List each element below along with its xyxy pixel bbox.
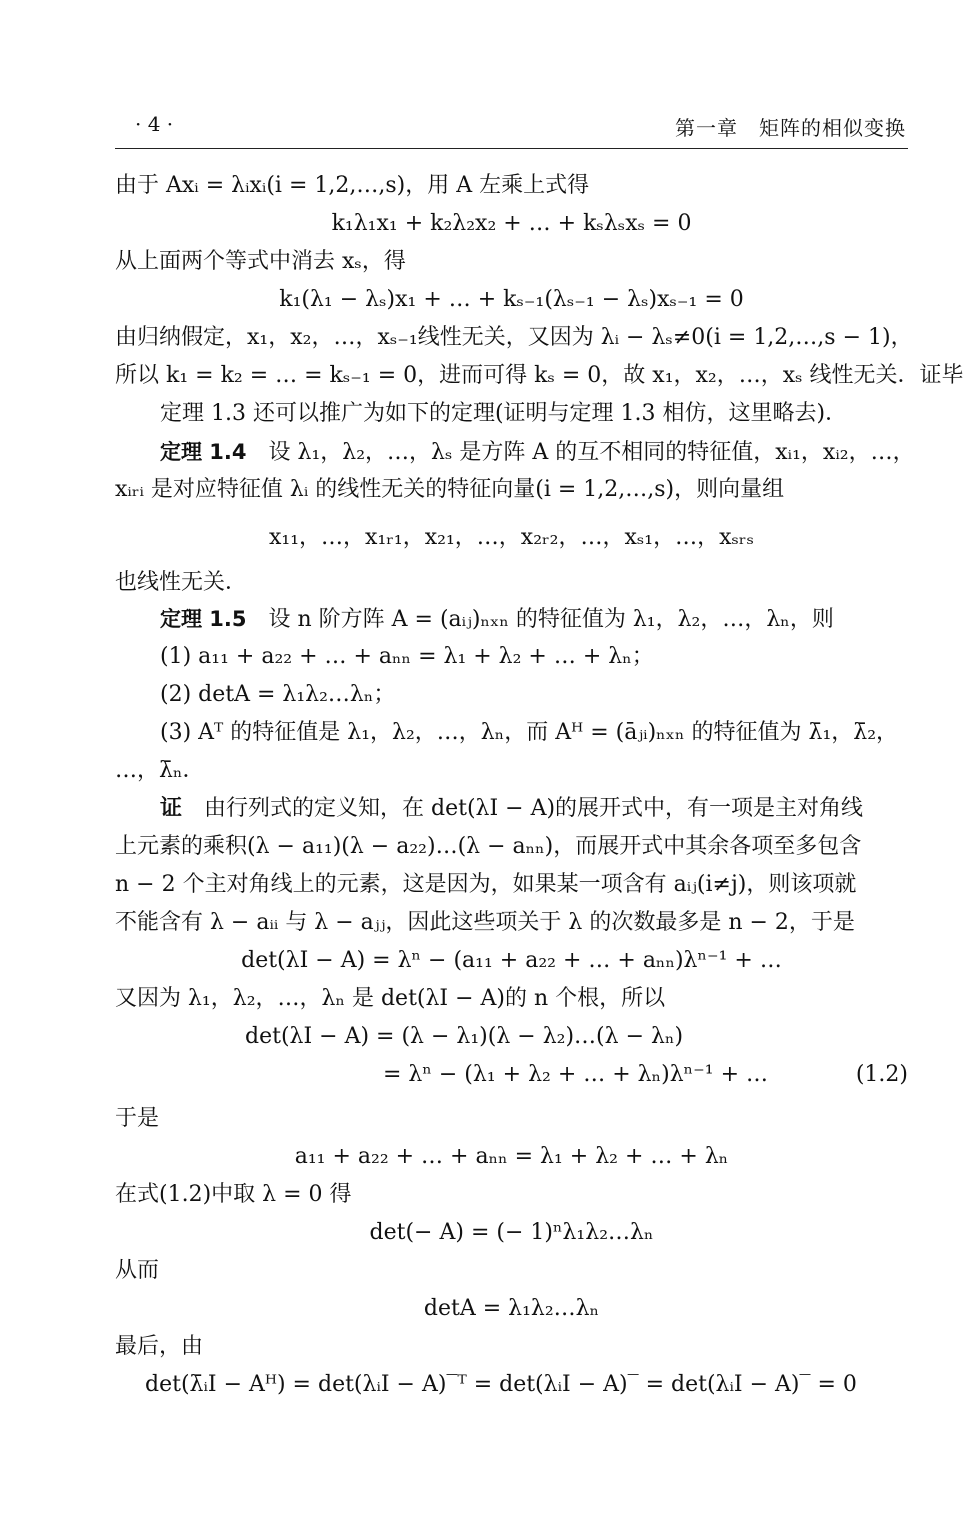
text-line: 又因为 λ₁，λ₂，…，λₙ 是 det(λI − A)的 n 个根，所以	[115, 986, 666, 1011]
equation: detA = λ₁λ₂…λₙ	[423, 1296, 600, 1321]
text-line: 由于 Axᵢ = λᵢxᵢ(i = 1,2,…,s)，用 A 左乘上式得	[115, 173, 590, 198]
proof-start	[160, 794, 908, 824]
equation: det(λI − A) = (λ − λ₁)(λ − λ₂)…(λ − λₙ)	[245, 1024, 684, 1049]
text-line: xᵢᵣᵢ 是对应特征值 λᵢ 的线性无关的特征向量(i = 1,2,…,s)，则向量组	[115, 477, 785, 502]
equation: det(λ̄ᵢI − Aᴴ) = det(λᵢI − A)‾ᵀ = det(λᵢI − A)‾ = det(λᵢI − A)‾ = 0	[145, 1372, 857, 1397]
theorem-1-5	[160, 604, 908, 635]
proof-text: 由行列式的定义知，在 det(λI − A)的展开式中，有一项是主对角线	[182, 796, 864, 821]
text-line: 于是	[115, 1106, 160, 1131]
equation: k₁λ₁x₁ + k₂λ₂x₂ + … + kₛλₛxₛ = 0	[331, 211, 692, 236]
proof-label: 证	[160, 796, 183, 821]
equation-number: (1.2)	[855, 1062, 908, 1087]
list-item: (3) Aᵀ 的特征值是 λ₁，λ₂，…，λₙ，而 Aᴴ = (āⱼᵢ)ₙₓₙ 的特征值为 λ̄₁，λ̄₂，	[160, 720, 899, 745]
theorem-text: 设 n 阶方阵 A = (aᵢⱼ)ₙₓₙ 的特征值为 λ₁，λ₂，…，λₙ，则	[246, 607, 834, 632]
text-line: 上元素的乘积(λ − a₁₁)(λ − a₂₂)…(λ − aₙₙ)，而展开式中其余各项至多包含	[115, 834, 862, 859]
theorem-label: 定理 1.5	[160, 607, 247, 631]
text-line: 从上面两个等式中消去 xₛ，得	[115, 249, 406, 274]
text-line: n − 2 个主对角线上的元素，这是因为，如果某一项含有 aᵢⱼ(i≠j)，则该项就	[115, 872, 857, 897]
text-line: 定理 1.3 还可以推广为如下的定理(证明与定理 1.3 相仿，这里略去)．	[160, 401, 848, 426]
text-line: 由归纳假定，x₁，x₂，…，xₛ₋₁线性无关，又因为 λᵢ − λₛ≠0(i = 1,2,…,s − 1)，	[115, 325, 913, 350]
equation: det(λI − A) = λⁿ − (a₁₁ + a₂₂ + … + aₙₙ)λⁿ⁻¹ + …	[241, 948, 782, 973]
text-line: 最后，由	[115, 1334, 204, 1359]
text-line: …，λ̄ₙ．	[115, 758, 205, 783]
equation: a₁₁ + a₂₂ + … + aₙₙ = λ₁ + λ₂ + … + λₙ	[294, 1144, 729, 1169]
equation: det(− A) = (− 1)ⁿλ₁λ₂…λₙ	[369, 1220, 654, 1245]
text-line: 从而	[115, 1258, 160, 1283]
equation: x₁₁，…，x₁ᵣ₁，x₂₁，…，x₂ᵣ₂，…，xₛ₁，…，xₛᵣₛ	[269, 525, 754, 550]
text-line: 在式(1.2)中取 λ = 0 得	[115, 1182, 352, 1207]
equation: = λⁿ − (λ₁ + λ₂ + … + λₙ)λⁿ⁻¹ + …	[383, 1062, 769, 1087]
page-header	[115, 108, 908, 149]
text-line: 不能含有 λ − aᵢᵢ 与 λ − aⱼⱼ，因此这些项关于 λ 的次数最多是 n − 2，于是	[115, 910, 855, 935]
list-item: (2) detA = λ₁λ₂…λₙ；	[160, 682, 396, 707]
equation: k₁(λ₁ − λₛ)x₁ + … + kₛ₋₁(λₛ₋₁ − λₛ)xₛ₋₁ = 0	[279, 287, 744, 312]
text-line: 所以 k₁ = k₂ = … = kₛ₋₁ = 0，进而可得 kₛ = 0，故 x₁，x₂，…，xₛ 线性无关．证毕	[115, 363, 964, 388]
theorem-label: 定理 1.4	[160, 440, 247, 464]
text-line: 也线性无关．	[115, 570, 248, 595]
page-number: · 4 ·	[135, 112, 174, 136]
chapter-title: 第一章 矩阵的相似变换	[675, 116, 906, 140]
theorem-1-4	[160, 437, 915, 468]
theorem-text: 设 λ₁，λ₂，…，λₛ 是方阵 A 的互不相同的特征值，xᵢ₁，xᵢ₂，…，	[246, 440, 915, 465]
list-item: (1) a₁₁ + a₂₂ + … + aₙₙ = λ₁ + λ₂ + … + λₙ；	[160, 644, 654, 669]
